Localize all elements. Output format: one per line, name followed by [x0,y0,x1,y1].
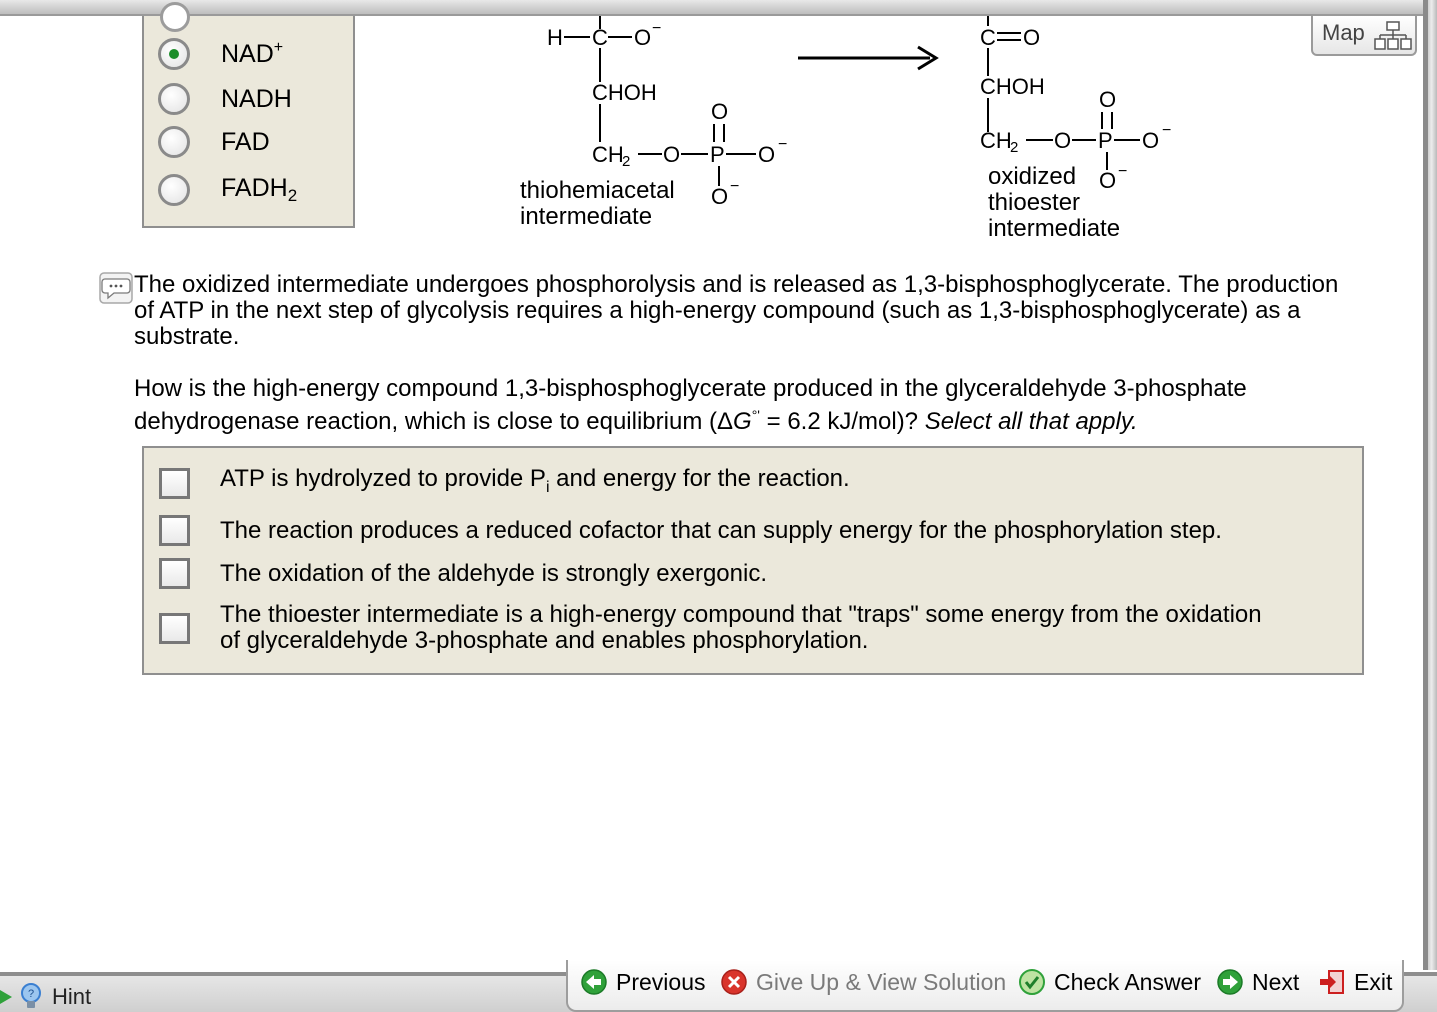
expand-arrow-icon [0,988,14,1006]
answer-text: The thioester intermediate is a high-energy compound that "traps" some energy from the oxidation of glyceraldehyde 3-phosphate and enables phosphorylation. [220,601,1262,654]
next-button[interactable] [1216,968,1299,996]
hint-button[interactable] [0,982,91,1012]
thiohemiacetal-label: thiohemiacetal intermediate [520,177,675,230]
reaction-arrow [798,47,936,69]
answer-checkbox-group [142,446,1364,675]
radio-button-partial[interactable] [160,2,190,32]
radio-option-nad[interactable] [158,38,283,70]
radio-label: $FADH_2$ [221,174,298,205]
svg-text:C: C [592,25,608,50]
comment-bubble-icon[interactable] [99,272,133,304]
checkmark-icon [1018,968,1046,996]
question-text: How is the high-energy compound 1,3-bisphosphoglycerate produced in the glyceraldehyde 3-phosphate dehydrogenase reaction, which is close to equilibrium (ΔG°' = 6.2 kJ/mol)? Select all that apply. [134,375,1247,435]
radio-icon[interactable] [158,83,190,115]
svg-text:2: 2 [1010,139,1019,156]
svg-text:−: − [1118,163,1128,180]
check-answer-button[interactable] [1018,968,1201,996]
map-label: Map [1322,20,1365,45]
answer-text: The oxidation of the aldehyde is strongly exergonic. [220,559,767,587]
map-button[interactable] [1311,16,1417,56]
checkbox[interactable] [159,613,190,644]
svg-text:O: O [711,99,729,124]
exit-door-icon [1318,968,1346,996]
svg-text:O: O [711,184,729,209]
svg-text:−: − [778,136,788,153]
svg-text:O: O [1023,25,1041,50]
svg-text:P: P [1098,128,1113,153]
radio-selected-icon[interactable] [158,38,190,70]
answer-option-3[interactable] [159,558,767,589]
svg-text:−: − [652,20,662,37]
cancel-x-icon [720,968,748,996]
svg-text:2: 2 [622,153,631,170]
radio-icon[interactable] [158,174,190,206]
svg-text:O: O [1142,128,1160,153]
answer-option-2[interactable] [159,515,1222,546]
reaction-diagram [490,16,1210,246]
radio-option-fadh2[interactable] [158,174,297,206]
vertical-scrollbar[interactable] [1423,0,1437,970]
svg-text:O: O [634,25,652,50]
hint-label: Hint [52,984,92,1009]
radio-label: FAD [221,127,270,156]
radio-option-nadh[interactable] [158,83,292,115]
arrow-right-icon [1216,968,1244,996]
arrow-left-icon [580,968,608,996]
svg-text:CH: CH [980,128,1012,153]
next-label: Next [1252,968,1300,995]
radio-label: NADH [221,84,292,113]
svg-text:−: − [1162,122,1172,139]
radio-label: NAD+ [221,39,284,68]
answer-text: The reaction produces a reduced cofactor that can supply energy for the phosphorylation step. [220,516,1222,544]
give-up-button[interactable] [720,968,1006,996]
svg-text:O: O [663,142,681,167]
svg-text:CHOH: CHOH [592,80,657,105]
svg-text:O: O [1099,168,1117,193]
svg-text:O: O [1054,128,1072,153]
exit-label: Exit [1354,968,1393,995]
svg-text:P: P [710,142,725,167]
svg-text:O: O [758,142,776,167]
svg-text:O: O [1099,87,1117,112]
checkbox[interactable] [159,558,190,589]
radio-option-fad[interactable] [158,126,270,158]
radio-icon[interactable] [158,126,190,158]
svg-text:C: C [980,25,996,50]
previous-label: Previous [616,968,706,995]
checkbox[interactable] [159,515,190,546]
svg-text:−: − [730,178,740,195]
window-top-border [0,0,1437,16]
svg-text:CHOH: CHOH [980,74,1045,99]
previous-button[interactable] [580,968,705,996]
answer-text: ATP is hydrolyzed to provide $P_i$ and energy for the reaction. [220,465,850,496]
passage-paragraph: The oxidized intermediate undergoes phosphorolysis and is released as 1,3-bisphosphoglycerate. The production of ATP in the next step of glycolysis requires a high-energy compound (such as 1,3-bisphosphoglycerate) as a substrate. [134,271,1339,350]
exit-button[interactable] [1318,968,1392,996]
answer-option-4[interactable] [159,602,1309,654]
checkbox[interactable] [159,468,190,499]
give-up-label: Give Up & View Solution [756,968,1007,995]
sitemap-icon [1374,20,1414,52]
svg-text:H: H [547,25,563,50]
lightbulb-icon [18,982,44,1012]
check-answer-label: Check Answer [1054,968,1202,995]
cofactor-radio-group [142,16,355,228]
svg-text:?: ? [28,988,35,1000]
svg-text:CH: CH [592,142,624,167]
thioester-label: oxidized thioester intermediate [988,163,1121,242]
answer-option-1[interactable] [159,466,850,501]
